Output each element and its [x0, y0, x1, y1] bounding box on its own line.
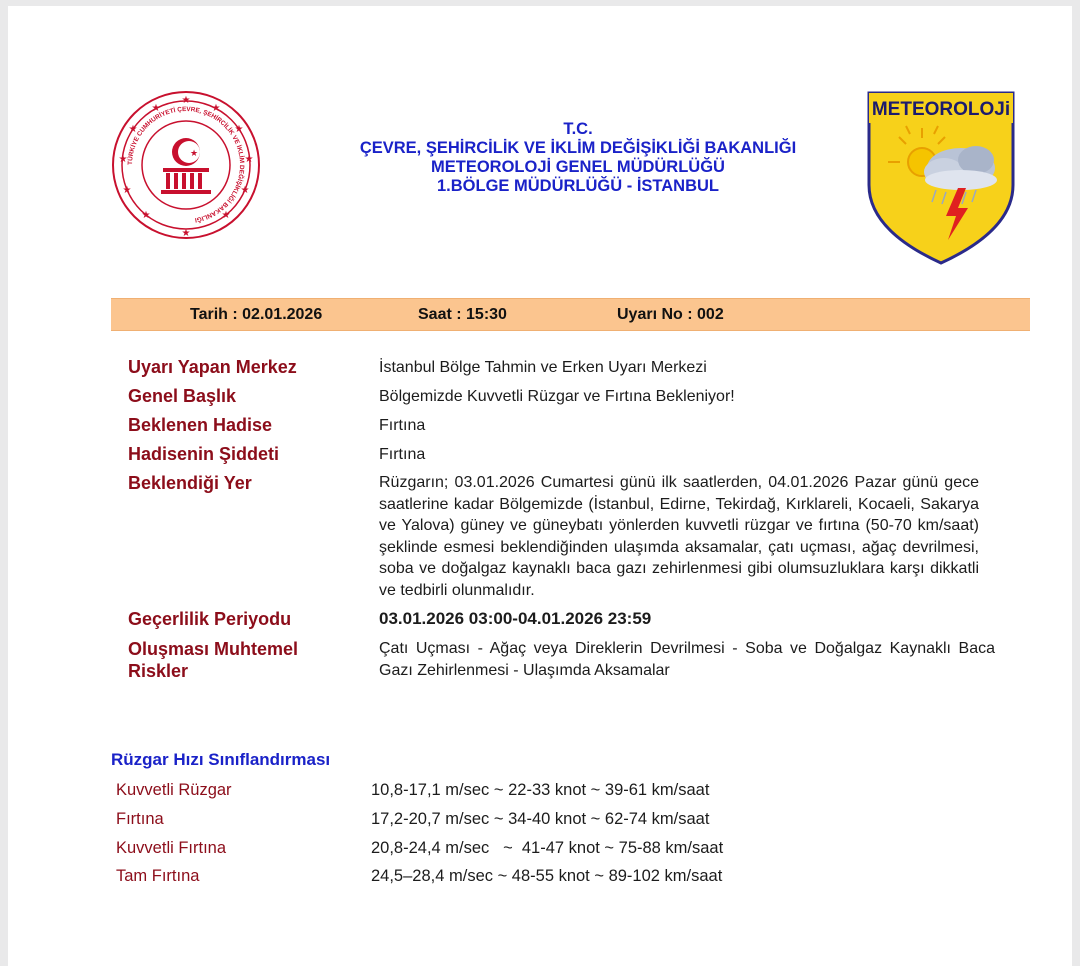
detail-label-center: Uyarı Yapan Merkez — [128, 357, 297, 377]
document-page — [8, 6, 1072, 966]
warning-number-label: Uyarı No : 002 — [617, 306, 724, 323]
svg-text:★: ★ — [234, 124, 244, 135]
wind-value-storm: 17,2-20,7 m/sec ~ 34-40 knot ~ 62-74 km/saat — [371, 810, 710, 828]
svg-text:★: ★ — [128, 124, 138, 135]
wind-value-full-storm: 24,5–28,4 m/sec ~ 48-55 knot ~ 89-102 km/saat — [371, 867, 723, 885]
svg-text:★: ★ — [122, 185, 132, 196]
detail-label-location: Beklendiği Yer — [128, 473, 252, 493]
detail-value-center: İstanbul Bölge Tahmin ve Erken Uyarı Merkezi — [379, 359, 707, 376]
svg-text:★: ★ — [118, 154, 128, 165]
wind-label-strong-wind: Kuvvetli Rüzgar — [116, 781, 232, 799]
detail-value-risks: Çatı Uçması - Ağaç veya Direklerin Devrilmesi - Soba ve Doğalgaz Kaynaklı Baca Gazı Zehirlenmesi - Ulaşımda Aksamalar — [379, 640, 995, 679]
svg-text:★: ★ — [141, 210, 151, 221]
meteoroloji-logo — [866, 90, 1016, 266]
detail-value-validity: 03.01.2026 03:00-04.01.2026 23:59 — [379, 609, 652, 628]
svg-text:★: ★ — [244, 154, 254, 165]
header-line-ministry: ÇEVRE, ŞEHİRCİLİK VE İKLİM DEĞİŞİKLİĞİ BAKANLIĞI — [359, 139, 797, 157]
info-bar — [111, 298, 1030, 331]
wind-label-storm: Fırtına — [116, 810, 164, 828]
wind-label-full-storm: Tam Fırtına — [116, 867, 200, 885]
wind-value-strong-storm: 20,8-24,4 m/sec ~ 41-47 knot ~ 75-88 km/saat — [371, 839, 724, 857]
svg-text:★: ★ — [211, 103, 221, 114]
detail-value-location: Rüzgarın; 03.01.2026 Cumartesi günü ilk saatlerden, 04.01.2026 Pazar günü gece saatlerine kadar Bölgemizde (İstanbul, Edirne, Tekirdağ, Kırklareli, Kocaeli, Sakarya ve Yalova) güney ve güneybatı yönlerden kuvvetli rüzgar ve fırtına (50-70 km/saat) şeklinde esmesi beklendiğinden ulaşımda aksamalar, çatı uçması, ağaç devrilmesi, soba ve doğalgaz kaynaklı baca gazı zehirlenmesi gibi olumsuzluklara karşı dikkatli ve tedbirli olunmalıdır. — [379, 474, 979, 599]
svg-text:TÜRKİYE CUMHURİYETİ ÇEVRE, ŞEH: TÜRKİYE CUMHURİYETİ ÇEVRE, ŞEHİRCİLİK VE İKLİM DEĞİŞİKLİĞİ BAKANLIĞI — [126, 105, 246, 224]
wind-value-strong-wind: 10,8-17,1 m/sec ~ 22-33 knot ~ 39-61 km/saat — [371, 781, 710, 799]
detail-label-title: Genel Başlık — [128, 386, 237, 406]
svg-text:METEOROLOJi: METEOROLOJi — [871, 99, 1011, 120]
header-line-region: 1.BÖLGE MÜDÜRLÜĞÜ - İSTANBUL — [436, 177, 719, 195]
header-line-directorate: METEOROLOJİ GENEL MÜDÜRLÜĞÜ — [431, 158, 725, 176]
detail-label-severity: Hadisenin Şiddeti — [128, 444, 280, 464]
ministry-seal-logo — [111, 90, 261, 240]
crescent-star-icon — [172, 138, 200, 166]
header-title — [308, 120, 848, 196]
time-label: Saat : 15:30 — [418, 306, 507, 323]
wind-classification-title: Rüzgar Hızı Sınıflandırması — [111, 750, 331, 769]
svg-text:★: ★ — [181, 228, 191, 239]
header-line-tc: T.C. — [563, 120, 593, 138]
svg-text:★: ★ — [151, 103, 161, 114]
detail-label-validity: Geçerlilik Periyodu — [128, 609, 292, 629]
detail-value-title: Bölgemizde Kuvvetli Rüzgar ve Fırtına Bekleniyor! — [379, 388, 735, 405]
detail-label-event: Beklenen Hadise — [128, 415, 273, 435]
detail-value-severity: Fırtına — [379, 446, 426, 463]
detail-value-event: Fırtına — [379, 417, 426, 434]
wind-label-strong-storm: Kuvvetli Fırtına — [116, 839, 227, 857]
svg-text:★: ★ — [240, 185, 250, 196]
svg-text:★: ★ — [181, 95, 191, 106]
svg-text:★: ★ — [189, 148, 199, 158]
detail-label-risks: Oluşması Muhtemel Riskler — [128, 639, 299, 681]
svg-text:★: ★ — [221, 210, 231, 221]
date-label: Tarih : 02.01.2026 — [190, 306, 323, 323]
